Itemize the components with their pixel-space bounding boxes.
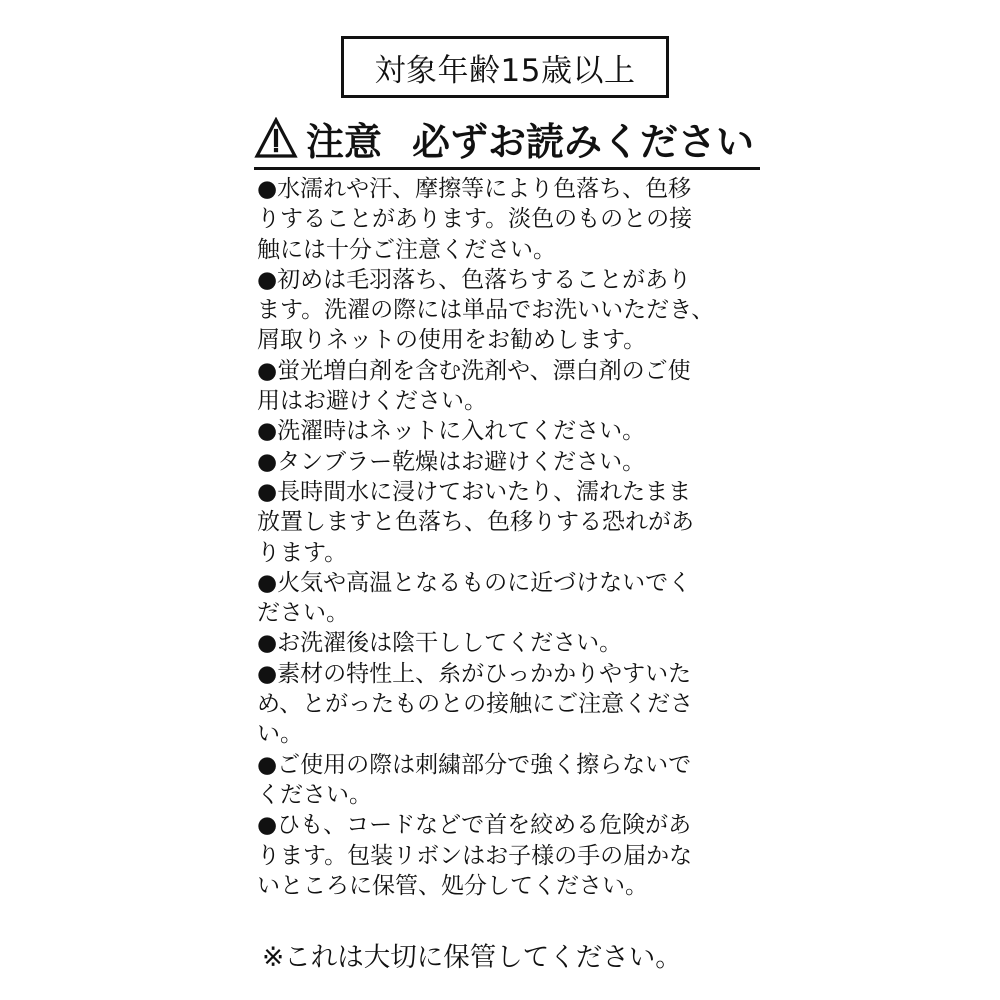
note-4-line-1: ●洗濯時はネットに入れてください。: [257, 418, 646, 445]
note-5: [257, 447, 757, 477]
note-8: [257, 628, 757, 658]
heading-title: 注意: [306, 119, 383, 164]
note-7-line-1: ●火気や高温となるものに近づけないでく: [257, 569, 692, 596]
note-4: [257, 416, 757, 446]
note-2-line-2: ます。洗濯の際には単品でお洗いいただき、: [257, 297, 715, 324]
note-1-line-3: 触には十分ご注意ください。: [257, 236, 556, 263]
note-3-line-2: 用はお避けください。: [257, 388, 487, 415]
note-2-line-1: ●初めは毛羽落ち、色落ちすることがあり: [257, 266, 692, 293]
note-3: [257, 356, 757, 417]
heading-divider: [254, 167, 760, 170]
heading-subtitle: 必ずお読みください: [412, 119, 755, 164]
note-6-line-3: ります。: [257, 539, 348, 566]
note-9-line-3: い。: [257, 721, 303, 748]
note-3-line-1: ●蛍光増白剤を含む洗剤や、漂白剤のご使: [257, 357, 691, 384]
footer-note: ※これは大切に保管してください。: [262, 942, 682, 973]
note-1-line-1: ●水濡れや汗、摩擦等により色落ち、色移: [257, 176, 692, 202]
note-9-line-1: ●素材の特性上、糸がひっかかりやすいた: [257, 660, 692, 687]
note-6: [257, 477, 757, 568]
note-5-line-1: ●タンブラー乾燥はお避けください。: [257, 448, 646, 475]
warning-triangle-icon: [254, 117, 298, 159]
note-1-line-2: りすることがあります。淡色のものとの接: [257, 206, 693, 233]
note-1: [257, 174, 757, 265]
note-11: [257, 810, 757, 901]
note-7-line-2: ださい。: [257, 600, 349, 627]
note-10: [257, 750, 757, 811]
note-6-line-1: ●長時間水に浸けておいたり、濡れたまま: [257, 478, 692, 505]
caution-heading: [254, 112, 764, 164]
note-9-line-2: め、とがったものとの接触にご注意くださ: [257, 691, 694, 718]
note-9: [257, 659, 757, 750]
note-11-line-1: ●ひも、コードなどで首を絞める危険があ: [257, 812, 692, 839]
note-10-line-1: ●ご使用の際は刺繍部分で強く擦らないで: [257, 751, 692, 778]
note-11-line-3: いところに保管、処分してください。: [257, 872, 648, 899]
note-10-line-2: ください。: [257, 781, 372, 808]
note-2: [257, 265, 757, 356]
note-6-line-2: 放置しますと色落ち、色移りする恐れがあ: [257, 509, 694, 536]
note-7: [257, 568, 757, 629]
note-8-line-1: ●お洗濯後は陰干ししてください。: [257, 630, 623, 657]
age-label: 対象年齢15歳以上: [374, 52, 636, 89]
note-11-line-2: ります。包装リボンはお子様の手の届かな: [257, 842, 693, 869]
care-notes-list: [257, 174, 757, 901]
note-2-line-3: 屑取りネットの使用をお勧めします。: [257, 327, 647, 354]
age-label-box: [341, 36, 669, 98]
